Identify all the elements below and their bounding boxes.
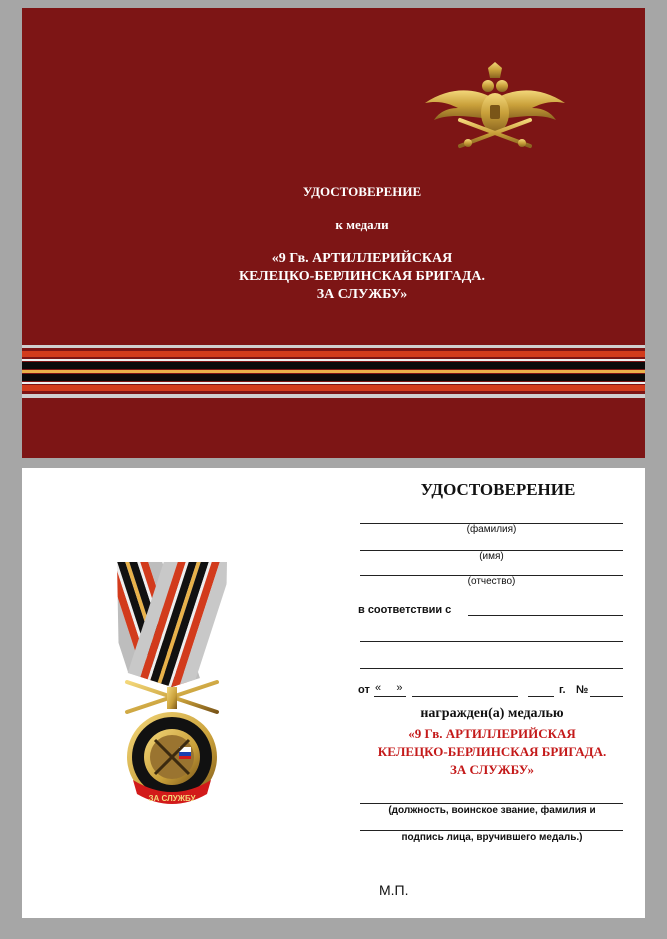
date-month-line[interactable] <box>412 696 518 697</box>
accordance-label: в соответствии с <box>358 604 452 616</box>
name-caption: (имя) <box>479 551 504 562</box>
inner-medal-line-2: КЕЛЕЦКО-БЕРЛИНСКАЯ БРИГАДА. <box>377 744 607 759</box>
signer-line-1[interactable] <box>360 803 623 804</box>
inner-medal-line-1: «9 Гв. АРТИЛЛЕРИЙСКАЯ <box>408 726 576 741</box>
date-day-quotes: « » <box>375 682 403 694</box>
date-day-line[interactable] <box>374 696 406 697</box>
surname-caption: (фамилия) <box>466 524 517 535</box>
certificate-inner-page <box>22 468 645 918</box>
inner-medal-line-3: ЗА СЛУЖБУ» <box>449 762 534 777</box>
patronymic-caption: (отчество) <box>467 576 516 587</box>
number-line[interactable] <box>590 696 623 697</box>
cover-title: УДОСТОВЕРЕНИЕ <box>302 184 422 199</box>
cover-ribbon-stripes <box>22 345 645 405</box>
accordance-line-2[interactable] <box>360 641 623 642</box>
double-headed-eagle-emblem <box>420 58 570 153</box>
stamp-label: М.П. <box>379 882 409 898</box>
certificate-cover <box>22 8 645 458</box>
awarded-label: награжден(а) медалью <box>420 706 564 721</box>
inner-title: УДОСТОВЕРЕНИЕ <box>420 480 576 499</box>
cover-medal-line-3: ЗА СЛУЖБУ» <box>316 287 408 302</box>
date-from-label: от <box>358 684 370 696</box>
date-year-line[interactable] <box>528 696 554 697</box>
accordance-line-3[interactable] <box>360 668 623 669</box>
cover-subtitle: к медали <box>335 217 389 232</box>
number-sign: № <box>576 684 589 696</box>
medal-image <box>107 552 237 822</box>
accordance-line-1[interactable] <box>468 615 623 616</box>
signer-line-2[interactable] <box>360 830 623 831</box>
year-suffix: г. <box>559 684 566 696</box>
cover-medal-line-2: КЕЛЕЦКО-БЕРЛИНСКАЯ БРИГАДА. <box>239 269 485 284</box>
cover-medal-line-1: «9 Гв. АРТИЛЛЕРИЙСКАЯ <box>271 251 453 266</box>
medal-ribbon-text: ЗА СЛУЖБУ <box>148 794 196 803</box>
signer-caption-1: (должность, воинское звание, фамилия и <box>388 805 596 816</box>
signer-caption-2: подпись лица, вручившего медаль.) <box>401 832 583 843</box>
